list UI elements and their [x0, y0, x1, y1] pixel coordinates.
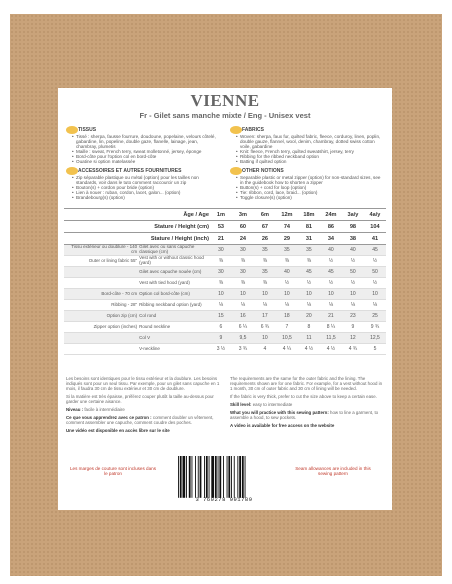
table-cell: ⅜	[284, 258, 290, 264]
header-cell: 67	[261, 223, 269, 230]
row-label-en: Vest with tied hood (yard)	[139, 279, 190, 285]
barcode-bar	[219, 456, 221, 498]
learn-en: What you will practice with this sewing pattern: how to line a garment, to assemble a hood, to sew pockets.	[230, 410, 379, 420]
table-cell: 40	[284, 269, 290, 275]
row-label-fr: Option zip (cm)	[106, 312, 138, 318]
barcode-bar	[234, 456, 235, 498]
header-cell: 6m	[260, 211, 269, 218]
table-cell: ½	[328, 258, 334, 264]
skill-level-en: Skill level: easy to intermediate	[230, 402, 293, 407]
header-cell: 81	[305, 223, 313, 230]
header-label: Stature / Height (inch)	[150, 235, 209, 242]
table-row	[64, 344, 386, 355]
table-cell: 12	[350, 335, 356, 341]
list-item: • Toggle closure(s) (option)	[236, 195, 384, 200]
barcode-bar	[198, 456, 199, 498]
table-row	[64, 289, 386, 300]
header-label: Stature / Height (cm)	[154, 223, 209, 230]
barcode-bar	[228, 456, 230, 498]
table-cell: 6	[219, 324, 223, 330]
notes-en	[230, 376, 384, 431]
section-fournitures	[66, 167, 220, 200]
seam-allowance-fr: Les marges de couture sont incluses dans le patron	[69, 466, 157, 477]
table-cell: 10	[350, 291, 356, 297]
table-cell: 10	[240, 291, 246, 297]
table-cell: 17	[262, 313, 268, 319]
table-cell: 10	[262, 291, 268, 297]
header-cell: 12m	[281, 211, 293, 218]
table-cell: 50	[372, 269, 378, 275]
header-cell: 86	[327, 223, 335, 230]
table-cell: 30	[218, 247, 224, 253]
table-header-row	[64, 233, 386, 245]
table-cell: 4 ¾	[348, 346, 358, 352]
table-cell: ½	[350, 280, 356, 286]
table-cell: ⅜	[218, 258, 224, 264]
section-heading: ACCESSOIRES ET AUTRES FOURNITURES	[66, 167, 220, 175]
yellow-dot-icon	[230, 167, 242, 175]
header-cell: 3a/y	[347, 211, 359, 218]
header-cell: 98	[349, 223, 357, 230]
table-cell: ⅛	[218, 302, 224, 308]
list-item: • Tissé : sherpa, fausse fourrure, doudoune, popelaine, velours côtelé, gabardine, lin, popeline, double gaze, flanelle, lainage, jean, chambray, plumetis	[72, 134, 220, 149]
list-item: • Bouton(s) + cordon pour bride (option)	[72, 185, 220, 190]
table-cell: 9,5	[239, 335, 247, 341]
table-cell: 35	[306, 247, 312, 253]
table-cell: 4 ½	[304, 346, 314, 352]
table-cell: ⅛	[284, 302, 290, 308]
table-cell: 10,5	[282, 335, 292, 341]
size-requirements-table	[64, 208, 386, 355]
list-item: • Ribbing for the ribbed neckband option	[236, 154, 384, 159]
table-cell: 4 ½	[326, 346, 336, 352]
barcode-bar	[223, 456, 224, 498]
notes-fr	[66, 376, 220, 436]
barcode-bar	[204, 456, 205, 498]
table-cell: 10	[284, 291, 290, 297]
barcode-bar	[189, 456, 191, 498]
barcode-bar	[186, 456, 187, 498]
table-cell: 3 ½	[216, 346, 226, 352]
table-cell: 40	[328, 247, 334, 253]
list-item: • Bord-côte pour l'option col en bord-côte	[72, 154, 220, 159]
barcode-bar	[183, 456, 186, 498]
table-cell: 4	[263, 346, 267, 352]
table-cell: ½	[372, 258, 378, 264]
table-cell: 21	[328, 313, 334, 319]
section-fabrics	[230, 126, 384, 165]
table-cell: 23	[350, 313, 356, 319]
header-cell: 24m	[325, 211, 337, 218]
pattern-title: VIENNE	[190, 91, 260, 110]
list-item: • Brandebourg(s) (option)	[72, 195, 220, 200]
table-cell: 16	[240, 313, 246, 319]
table-cell: 6 ¼	[238, 324, 248, 330]
table-cell: ⅛	[306, 302, 312, 308]
barcode-digits: 3 760278 991789	[195, 496, 253, 503]
row-label-en: V-neckline	[139, 345, 160, 351]
barcode-bar	[239, 456, 241, 498]
row-label-en: Gilet avec ou sans capuche classique (cm)	[139, 244, 195, 254]
table-cell: 35	[262, 247, 268, 253]
table-row	[64, 256, 386, 267]
table-cell: 5	[373, 346, 377, 352]
barcode-bar	[200, 456, 202, 498]
section-tissus	[66, 126, 220, 165]
table-cell: ⅜	[240, 280, 246, 286]
table-cell: ⅛	[240, 302, 246, 308]
materials-en-column	[230, 124, 384, 200]
header-cell: 34	[327, 235, 335, 242]
table-row	[64, 322, 386, 333]
table-cell: 9	[351, 324, 355, 330]
list-item: • Tie: ribbon, cord, lace, braid... (option)	[236, 190, 384, 195]
header-cell: 26	[261, 235, 269, 242]
header-label: Âge / Age	[183, 211, 209, 218]
table-cell: 25	[372, 313, 378, 319]
table-cell: ⅛	[350, 302, 356, 308]
barcode-bar	[195, 456, 196, 498]
table-cell: ⅜	[240, 258, 246, 264]
table-row	[64, 311, 386, 322]
pattern-subtitle: Fr - Gilet sans manche mixte / Eng - Unisex vest	[139, 111, 311, 120]
barcode-bar	[237, 456, 238, 498]
note-text: The requirements are the same for the outer fabric and the lining. The requirements shown are for one fabric. For example, for a vest without hood in 1 month, 30 cm of outer fabric and 30 cm of lining will be needed.	[230, 376, 383, 391]
list-item: • Lien à nouer : ruban, cordon, lacet, galon... (option)	[72, 190, 220, 195]
row-label-fr	[64, 267, 138, 278]
table-cell: 12,5	[370, 335, 380, 341]
barcode-bar	[215, 456, 217, 498]
list-item: • Maille : sweat, French terry, sweat molletonné, jersey, éponge	[72, 149, 220, 154]
header-cell: 74	[283, 223, 291, 230]
note-text: Si la matière est très épaisse, préférez couper plutôt la taille au-dessus pour garder une certaine aisance.	[66, 394, 214, 404]
row-label-fr	[64, 333, 138, 344]
table-row	[64, 267, 386, 278]
table-cell: 8	[307, 324, 311, 330]
header-cell: 21	[217, 235, 225, 242]
header-cell: 104	[370, 223, 380, 230]
table-row	[64, 245, 386, 256]
table-cell: 45	[328, 269, 334, 275]
seam-allowance-en: Seam allowances are included in this sewing pattern	[295, 466, 371, 477]
list-item: • Batting if quilted option	[236, 159, 384, 164]
table-cell: 10	[262, 335, 268, 341]
barcode-bar	[242, 456, 244, 498]
row-label-en: Col rond	[139, 312, 157, 318]
table-cell: 30	[218, 269, 224, 275]
table-cell: 6 ¾	[260, 324, 270, 330]
header-cell: 4a/y	[369, 211, 381, 218]
section-heading: TISSUS	[66, 126, 220, 134]
row-label-en: Ribbing neckband option (yard)	[139, 301, 202, 307]
row-label-fr	[64, 344, 138, 355]
table-cell: 10	[306, 291, 312, 297]
table-cell: 4 ¼	[282, 346, 292, 352]
row-label-fr: Bord-côte - 70 cm	[101, 290, 138, 296]
row-label-fr: Tissu extérieur ou doublure - 140 cm	[71, 244, 138, 254]
header-cell: 38	[349, 235, 357, 242]
table-cell: 35	[262, 269, 268, 275]
table-cell: 15	[218, 313, 224, 319]
video-en: A video is available for free access on the website	[230, 423, 335, 428]
list-item: • Ouatine si option matelassée	[72, 159, 220, 164]
barcode-bar	[209, 456, 210, 498]
table-cell: 9 ¾	[370, 324, 380, 330]
table-cell: 30	[240, 247, 246, 253]
barcode-bar	[245, 456, 246, 498]
header-cell: 41	[371, 235, 379, 242]
row-label-fr	[64, 278, 138, 289]
barcode-bar	[231, 456, 232, 498]
list-item: • Knit: fleece, French terry, quilted sweatshirt, jersey, terry	[236, 149, 384, 154]
pattern-label-card	[58, 88, 392, 510]
header-cell: 53	[217, 223, 225, 230]
barcode-bar	[192, 456, 193, 498]
row-label-en: Round neckline	[139, 323, 171, 329]
section-notions	[230, 167, 384, 200]
header-cell: 29	[283, 235, 291, 242]
table-header-row	[64, 221, 386, 233]
table-cell: 30	[240, 269, 246, 275]
barcode-bar	[180, 456, 182, 498]
skill-level-fr: Niveau : facile à intermédiaire	[66, 407, 125, 412]
table-cell: 45	[372, 247, 378, 253]
table-cell: 9	[219, 335, 223, 341]
table-cell: 20	[306, 313, 312, 319]
barcode-bar	[206, 456, 208, 498]
yellow-dot-icon	[230, 126, 242, 134]
table-cell: 40	[350, 247, 356, 253]
header-cell: 60	[239, 223, 247, 230]
note-text: If the fabric is very thick, prefer to cut the size above to keep a certain ease.	[230, 394, 377, 399]
materials-fr-column	[66, 124, 220, 200]
table-row	[64, 333, 386, 344]
table-cell: ½	[350, 258, 356, 264]
list-item: • Button(s) + cord for loop (option)	[236, 185, 384, 190]
table-cell: ⅜	[262, 280, 268, 286]
table-cell: 7	[285, 324, 289, 330]
learn-fr: Ce que vous apprendrez avec ce patron : comment doubler un vêtement, comment assembler une capuche, comment coudre des poches.	[66, 415, 214, 425]
row-label-en: Vest with or without classic hood (yard)	[139, 255, 204, 265]
table-cell: 3 ¾	[238, 346, 248, 352]
table-row	[64, 300, 386, 311]
yellow-dot-icon	[66, 126, 78, 134]
table-cell: ⅛	[328, 302, 334, 308]
header-cell: 3m	[238, 211, 247, 218]
section-heading: OTHER NOTIONS	[230, 167, 384, 175]
table-cell: ⅛	[372, 302, 378, 308]
header-cell: 31	[305, 235, 313, 242]
table-row	[64, 278, 386, 289]
table-cell: ½	[328, 280, 334, 286]
video-fr: Une vidéo est disponible en accès libre sur le site	[66, 428, 170, 433]
list-item: • Woven: sherpa, faux fur, quilted fabric, fleece, corduroy, linen, poplin, double gauze, flannel, wool, denim, chambray, dotted swiss cotton voile, gabardine	[236, 134, 384, 149]
table-cell: ⅜	[306, 258, 312, 264]
row-label-en: Option col bord-côte (cm)	[139, 290, 190, 296]
yellow-dot-icon	[66, 167, 78, 175]
table-cell: ½	[372, 280, 378, 286]
table-cell: 18	[284, 313, 290, 319]
barcode-bar	[211, 456, 214, 498]
row-label-fr: Ribbing - 28"	[111, 301, 138, 307]
note-text: Les besoins sont identiques pour le tissu extérieur et la doublure. Les besoins indiqués sont pour un seul tissu. Par exemple, pour un gilet sans capuche en 1 mois, il faudra 30 cm de tissu extérieur et 30 cm de doublure.	[66, 376, 220, 391]
table-cell: 50	[350, 269, 356, 275]
header-cell: 18m	[303, 211, 315, 218]
table-cell: 11,5	[326, 335, 336, 341]
table-cell: 10	[372, 291, 378, 297]
table-cell: ½	[306, 280, 312, 286]
table-header-row	[64, 209, 386, 221]
barcode-bar	[218, 456, 219, 498]
table-cell: 35	[284, 247, 290, 253]
barcode-bar	[227, 456, 228, 498]
section-heading: FABRICS	[230, 126, 384, 134]
header-cell: 1m	[216, 211, 225, 218]
table-cell: ⅜	[262, 258, 268, 264]
row-label-fr: Outer or lining fabric 55"	[88, 257, 138, 263]
table-cell: 8 ¼	[326, 324, 336, 330]
list-item: • Zip séparable plastique ou métal (option) pour les tailles non standards, voir dans le tuto comment raccourcir un zip	[72, 175, 220, 185]
row-label-fr: Zipper option (inches)	[93, 323, 138, 329]
list-item: • Separable plastic or metal zipper (option) for non-standard sizes, see in the guidebook how to shorten a zipper	[236, 175, 384, 185]
table-cell: 11	[306, 335, 312, 341]
row-label-en: Col V	[139, 334, 151, 340]
barcode-bar	[178, 456, 179, 498]
table-cell: 45	[306, 269, 312, 275]
table-cell: ⅜	[218, 280, 224, 286]
table-cell: 10	[218, 291, 224, 297]
table-cell: 10	[328, 291, 334, 297]
table-cell: ½	[284, 280, 290, 286]
header-cell: 24	[239, 235, 247, 242]
row-label-en: Gilet avec capuche nouée (cm)	[139, 268, 202, 274]
barcode-icon	[176, 456, 272, 500]
table-cell: ⅛	[262, 302, 268, 308]
